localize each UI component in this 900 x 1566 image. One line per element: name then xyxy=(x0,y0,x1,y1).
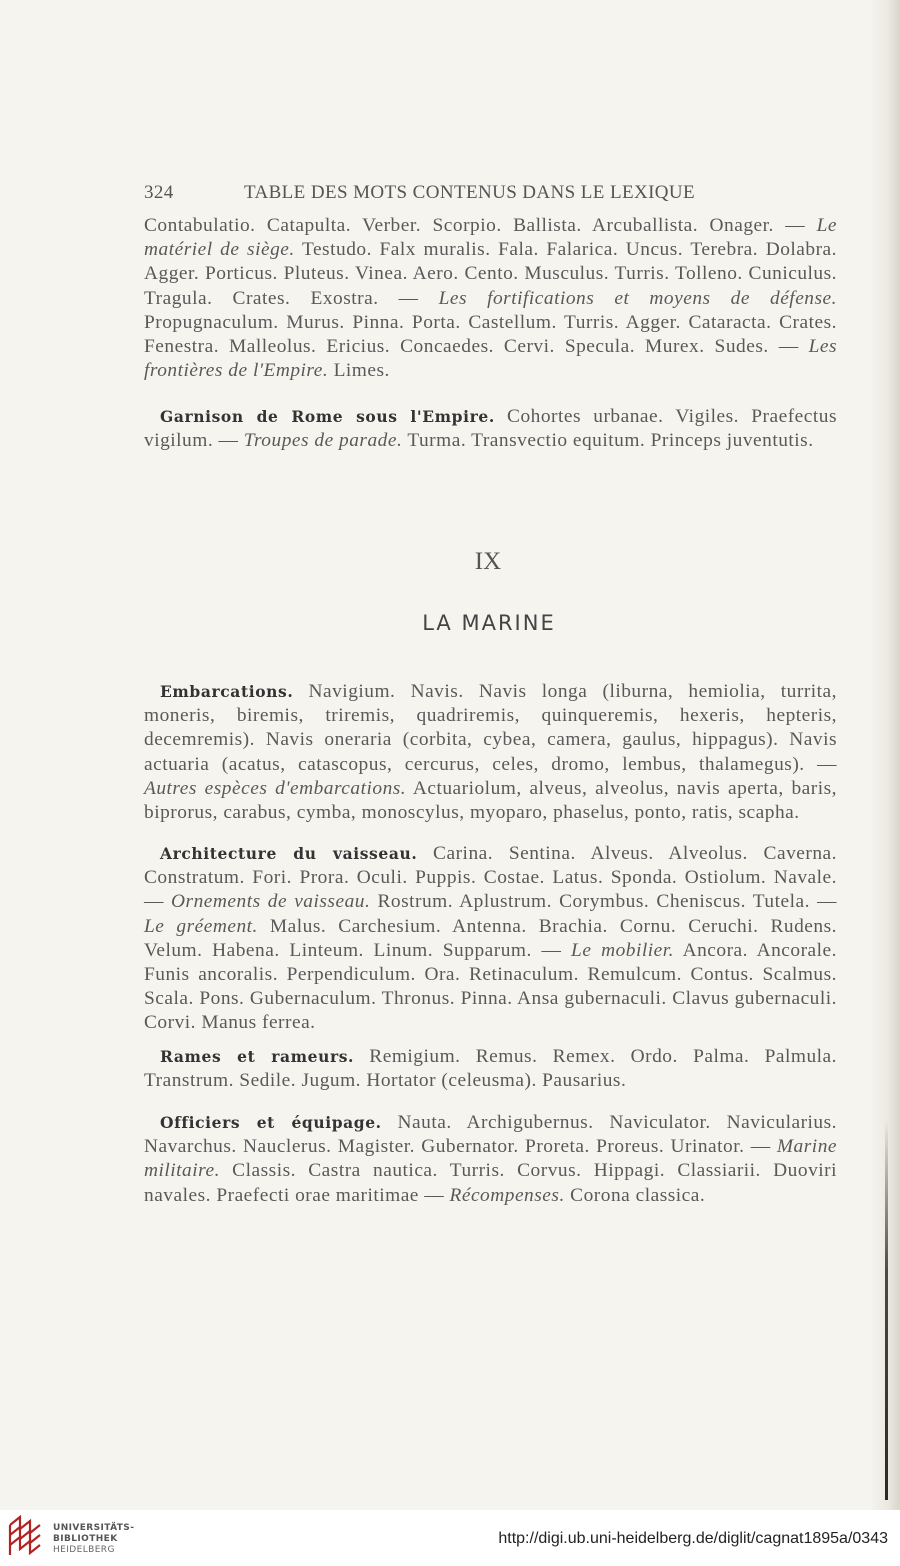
page-edge-mark xyxy=(885,1120,888,1500)
entry-heading: Embarcations. xyxy=(160,682,294,701)
source-url-link[interactable]: http://digi.ub.uni-heidelberg.de/diglit/cagnat1895a/0343 xyxy=(498,1530,888,1547)
paragraph-architecture: Architecture du vaisseau. Carina. Sentina. Alveus. Alveolus. Caverna. Constratum. Fori. Prora. Oculi. Puppis. Costae. Latus. Sponda. Ostiolum. Navale. — Ornements de vaisseau. Rostrum. Aplustrum. Corymbus. Cheniscus. Tutela. — Le gréement. Malus. Carchesium. Antenna. Brachia. Cornu. Ceruchi. Rudens. Velum. Habena. Linteum. Linum. Supparum. — Le mobilier. Ancora. Ancorale. Funis ancoralis. Perpendiculum. Ora. Retinaculum. Remulcum. Contus. Scalmus. Scala. Pons. Gubernaculum. Thronus. Pinna. Ansa gubernaculi. Clavus gubernaculi. Corvi. Manus ferrea. xyxy=(144,843,838,1034)
chapter-title: LA MARINE xyxy=(422,611,556,635)
running-title: TABLE DES MOTS CONTENUS DANS LE LEXIQUE xyxy=(244,182,696,203)
paragraph-garnison: Garnison de Rome sous l'Empire. Cohortes urbanae. Vigiles. Praefectus vigilum. — Troupes de parade. Turma. Transvectio equitum. Princeps juventutis. xyxy=(144,406,837,452)
university-library-logo-icon xyxy=(8,1515,44,1557)
running-head xyxy=(144,182,844,204)
paragraph-rames: Rames et rameurs. Remigium. Remus. Remex. Ordo. Palma. Palmula. Transtrum. Sedile. Jugum. Hortator (celeusma). Pausarius. xyxy=(144,1046,837,1092)
chapter-number: IX xyxy=(474,548,502,575)
page-number: 324 xyxy=(144,182,174,203)
entry-heading: Architecture du vaisseau. xyxy=(160,844,418,863)
entry-heading: Officiers et équipage. xyxy=(160,1113,382,1132)
entry-heading: Garnison de Rome sous l'Empire. xyxy=(160,407,495,426)
paragraph-embarcations: Embarcations. Navigium. Navis. Navis longa (liburna, hemiolia, turrita, moneris, biremis, triremis, quadriremis, quinqueremis, hexeris, hepteris, decemremis). Navis oneraria (corbita, cybea, camera, gaulus, hippagus). Navis actuaria (acatus, catascopus, cercurus, celes, dromo, lembus, thalamegus). — Autres espèces d'embarcations. Actuariolum, alveus, alveolus, navis aperta, baris, biprorus, carabus, cymba, monoscylus, myoparo, phaselus, ponto, ratis, scapha. xyxy=(144,681,837,824)
paragraph-siege: Contabulatio. Catapulta. Verber. Scorpio. Ballista. Arcuballista. Onager. — Le matériel de siège. Testudo. Falx muralis. Fala. Falarica. Uncus. Terebra. Dolabra. Agger. Porticus. Pluteus. Vinea. Aero. Cento. Musculus. Turris. Tolleno. Cuniculus. Tragula. Crates. Exostra. — Les fortifications et moyens de défense. Propugnaculum. Murus. Pinna. Porta. Castellum. Turris. Agger. Cataracta. Crates. Fenestra. Malleolus. Ericius. Concaedes. Cervi. Specula. Murex. Sudes. — Les frontières de l'Empire. Limes. xyxy=(144,215,837,382)
entry-heading: Rames et rameurs. xyxy=(160,1047,355,1066)
paragraph-officiers: Officiers et équipage. Nauta. Archigubernus. Naviculator. Navicularius. Navarchus. Nauclerus. Magister. Gubernator. Proreta. Proreus. Urinator. — Marine militaire. Classis. Castra nautica. Turris. Corvus. Hippagi. Classiarii. Duoviri navales. Praefecti orae maritimae — Récompenses. Corona classica. xyxy=(144,1112,838,1206)
library-name: UNIVERSITÄTS- BIBLIOTHEK HEIDELBERG xyxy=(53,1523,135,1555)
